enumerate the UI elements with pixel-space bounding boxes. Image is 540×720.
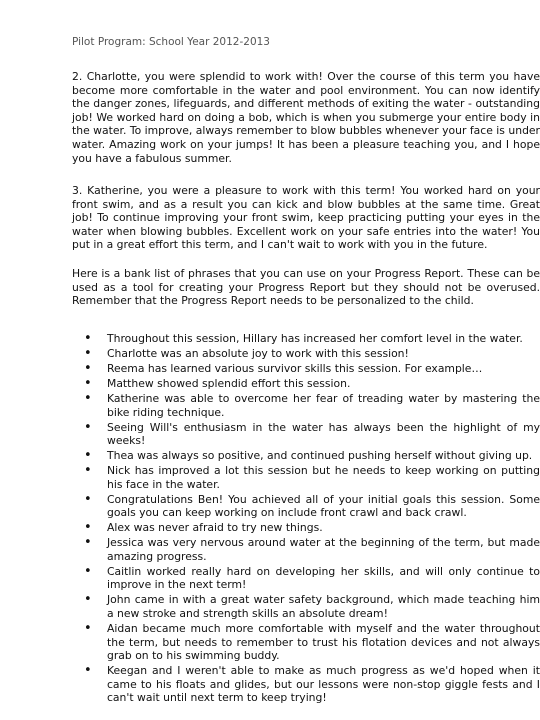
phrase-list-item: • Charlotte was an absolute joy to work with this session! (84, 347, 540, 361)
phrase-list-item: • Alex was never afraid to try new things. (84, 521, 540, 535)
phrase-list-item: • Throughout this session, Hillary has increased her comfort level in the water. (84, 332, 540, 346)
phrase-bank-list (84, 332, 540, 706)
phrase-list-item: • Jessica was very nervous around water at the beginning of the term, but made amazing progress. (84, 536, 540, 563)
phrase-list-item: • Reema has learned various survivor skills this session. For example… (84, 362, 540, 376)
phrase-list-item: • Caitlin worked really hard on developing her skills, and will only continue to improve in the next term! (84, 565, 540, 592)
phrase-list-item: • Nick has improved a lot this session but he needs to keep working on putting his face in the water. (84, 464, 540, 491)
phrase-list-item: • Katherine was able to overcome her fear of treading water by mastering the bike riding technique. (84, 392, 540, 419)
phrase-list-item: • John came in with a great water safety background, which made teaching him a new stroke and strength skills an absolute dream! (84, 593, 540, 620)
page-header: Pilot Program: School Year 2012-2013 (72, 36, 270, 48)
phrase-list-item: • Keegan and I weren't able to make as much progress as we'd hoped when it came to his floats and glides, but our lessons were non-stop giggle fests and I can't wait until next term to keep trying! (84, 664, 540, 705)
phrase-list-item: • Thea was always so positive, and continued pushing herself without giving up. (84, 449, 540, 463)
phrase-list-item: • Congratulations Ben! You achieved all of your initial goals this session. Some goals you can keep working on include front crawl and back crawl. (84, 493, 540, 520)
paragraph-phrase-bank-intro: Here is a bank list of phrases that you can use on your Progress Report. These can be used as a tool for creating your Progress Report but they should not be overused. Remember that the Progress Report needs to be personalized to the child. (72, 267, 540, 308)
paragraph-charlotte: 2. Charlotte, you were splendid to work with! Over the course of this term you have become more comfortable in the water and pool environment. You can now identify the danger zones, lifeguards, and different methods of exiting the water - outstanding job! We worked hard on doing a bob, which is when you submerge your entire body in the water. To improve, always remember to blow bubbles whenever your face is under water. Amazing work on your jumps! It has been a pleasure teaching you, and I hope you have a fabulous summer. (72, 70, 540, 165)
paragraph-katherine: 3. Katherine, you were a pleasure to work with this term! You worked hard on your front swim, and as a result you can kick and blow bubbles at the same time. Great job! To continue improving your front swim, keep practicing putting your eyes in the water when blowing bubbles. Excellent work on your safe entries into the water! You put in a great effort this term, and I can't wait to work with you in the future. (72, 184, 540, 252)
phrase-list-item: • Seeing Will's enthusiasm in the water has always been the highlight of my weeks! (84, 421, 540, 448)
phrase-list-item: • Matthew showed splendid effort this session. (84, 377, 540, 391)
phrase-list-item: • Aidan became much more comfortable with myself and the water throughout the term, but needs to remember to trust his flotation devices and not always grab on to his swimming buddy. (84, 622, 540, 663)
